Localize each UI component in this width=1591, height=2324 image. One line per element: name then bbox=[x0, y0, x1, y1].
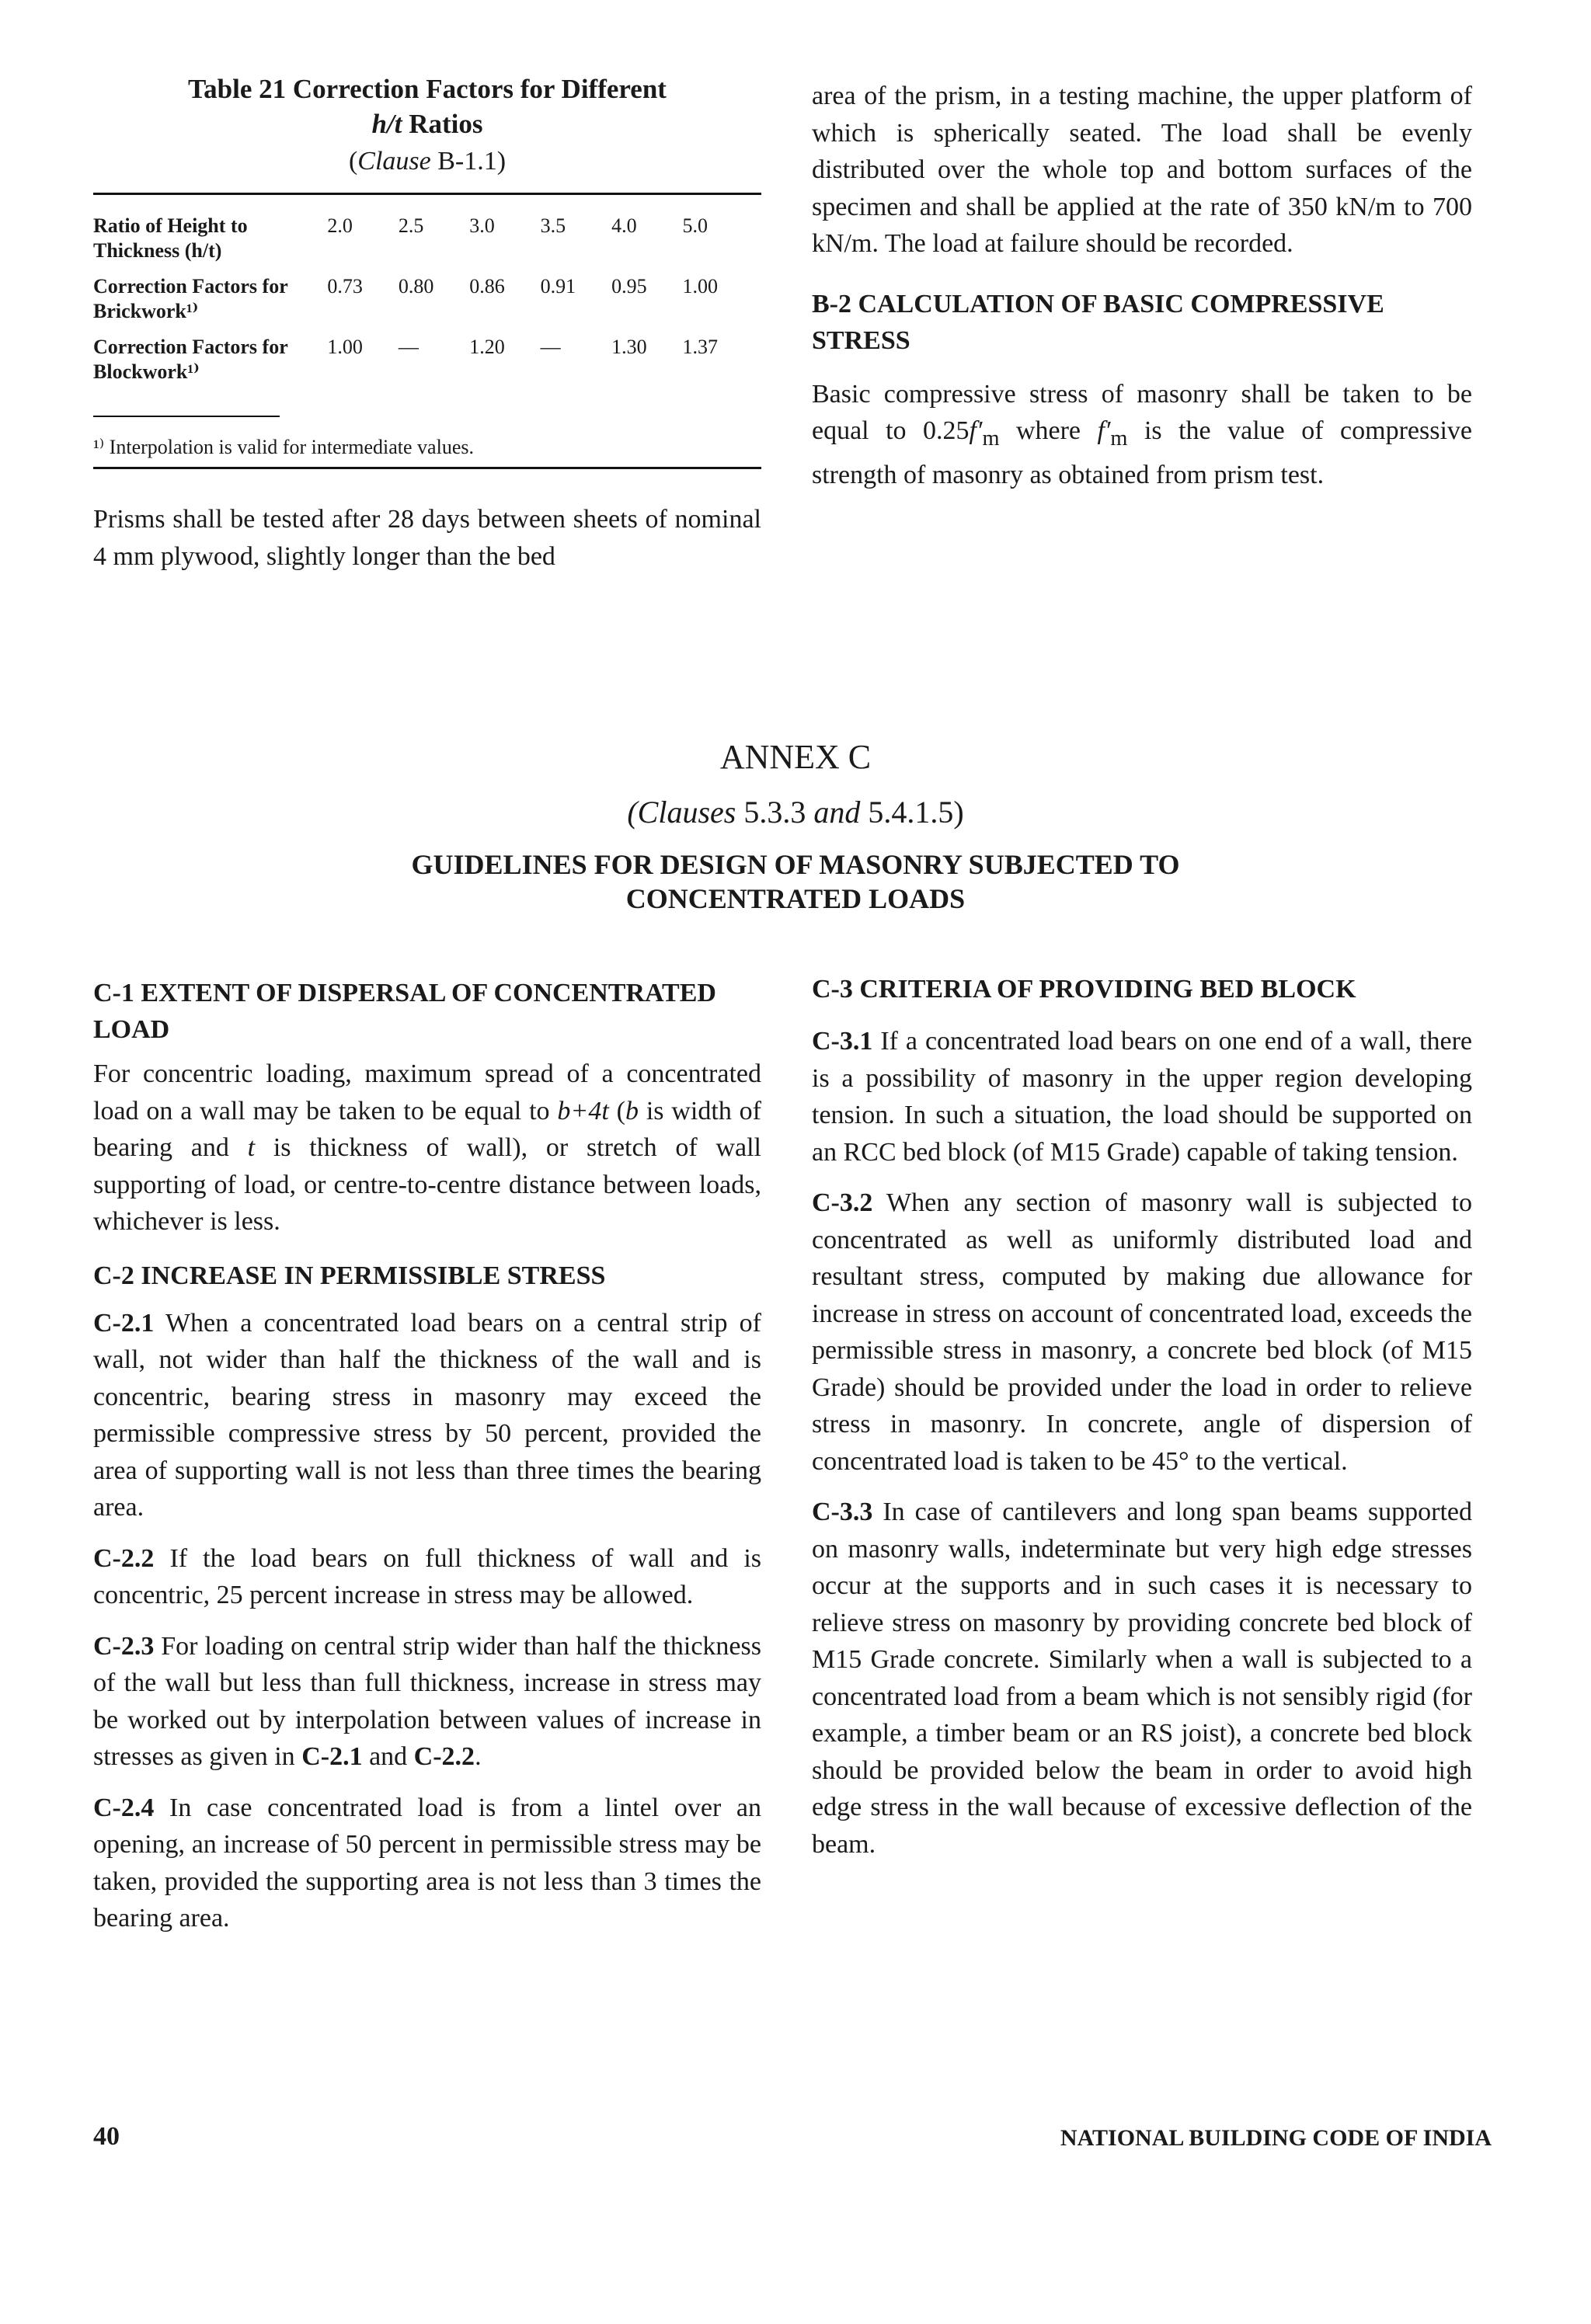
b2-paragraph: Basic compressive stress of masonry shall be taken to be equal to $0.25f'_m$ where $f'_m$ is the value of compressive strength of masonry as obtained from prism test. bbox=[812, 379, 1472, 490]
table-cell: 0.95 bbox=[611, 275, 647, 297]
c3-heading: C-3 CRITERIA OF PROVIDING BED BLOCK bbox=[812, 975, 1356, 1004]
c2-3-paragraph: C-2.3 For loading on central strip wider than half the thickness of the wall but less than full thickness, increase in stress may be worked out by interpolation between values of increase in stresses as given in C-2.1 and C-2.2. bbox=[93, 1631, 761, 1771]
annex-header bbox=[0, 734, 1591, 916]
table-clause-ref: (Clause B-1.1) bbox=[348, 147, 507, 176]
prism-loading-paragraph: area of the prism, in a testing machine, the upper platform of which is spherically seated. The load shall be evenly distributed over the whole top and bottom surfaces of the specimen and shall be applied at the rate of 350 kN/m to 700 kN/m. The load at failure should be recorded. bbox=[812, 82, 1472, 258]
c3-3-paragraph: C-3.3 In case of cantilevers and long span beams supported on masonry walls, indeterminate but very high edge stresses occur at the supports and in such cases it is necessary to relieve stress on masonry by providing concrete bed block of M15 Grade concrete. Similarly when a wall is subjected to a concentrated load from a beam which is not sensibly rigid (for example, a timber beam or an RS joist), a concrete bed block should be provided below the beam in order to avoid high edge stress in the wall because of excessive deflection of the beam. bbox=[812, 1498, 1472, 1859]
row-label: Correction Factors for Blockwork¹⁾ bbox=[93, 336, 288, 383]
c3-1-paragraph: C-3.1 If a concentrated load bears on one end of a wall, there is a possibility of masonry in the upper region developing tension. In such a situation, the load should be supported on an RCC bed block (of M15 Grade) capable of taking tension. bbox=[812, 1027, 1472, 1167]
table-cell: 2.0 bbox=[327, 214, 353, 237]
annex-guidelines-title: GUIDELINES FOR DESIGN OF MASONRY SUBJECTED TO CONCENTRATED LOADS bbox=[411, 849, 1180, 914]
c2-1-paragraph: C-2.1 When a concentrated load bears on a central strip of wall, not wider than half the thickness of the wall and is concentric, bearing stress in masonry may exceed the permissible compressive stress by 50 percent, provided the area of supporting wall is not less than three times the bearing area. bbox=[93, 1308, 761, 1522]
annex-clauses: (Clauses 5.3.3 and 5.4.1.5) bbox=[627, 795, 964, 830]
table-cell: 5.0 bbox=[682, 214, 708, 237]
left-column bbox=[93, 975, 761, 1937]
table-cell: 0.80 bbox=[398, 275, 434, 297]
page-footer bbox=[93, 2122, 1492, 2152]
table-footnote: ¹⁾ Interpolation is valid for intermediate values. bbox=[93, 436, 474, 458]
prism-test-paragraph: Prisms shall be tested after 28 days between sheets of nominal 4 mm plywood, slightly longer than the bed bbox=[93, 505, 761, 571]
footnote-rule bbox=[93, 416, 280, 417]
table-cell: — bbox=[398, 336, 419, 358]
table-row bbox=[93, 335, 754, 395]
c3-2-paragraph: C-3.2 When any section of masonry wall is subjected to concentrated as well as uniformly distributed load and resultant stress, computed by making due allowance for increase in stress on account of concentrated load, exceeds the permissible stress in masonry, a concrete bed block (of M15 Grade) should be provided under the load in order to relieve stress in masonry. In concrete, angle of dispersion of concentrated load is taken to be 45° to the vertical. bbox=[812, 1188, 1472, 1476]
row-label: Ratio of Height to Thickness (h/t) bbox=[93, 214, 248, 262]
table-cell: 1.30 bbox=[611, 336, 647, 358]
table-cell: 1.00 bbox=[682, 275, 719, 297]
c1-paragraph: For concentric loading, maximum spread of a concentrated load on a wall may be taken to be equal to b+4t (b is width of bearing and t is thickness of wall), or stretch of wall supporting of load, or centre-to-centre distance between loads, whichever is less. bbox=[93, 1059, 761, 1236]
c1-heading: C-1 EXTENT OF DISPERSAL OF CONCENTRATED LOAD bbox=[93, 979, 716, 1044]
row-label: Correction Factors for Brickwork¹⁾ bbox=[93, 275, 288, 322]
table-cell: 3.0 bbox=[469, 214, 495, 237]
table-bottom-rule bbox=[93, 467, 761, 469]
table-cell: 0.86 bbox=[469, 275, 505, 297]
table-cell: 1.00 bbox=[327, 336, 363, 358]
table-cell: 0.73 bbox=[327, 275, 363, 297]
b2-heading: B-2 CALCULATION OF BASIC COMPRESSIVE STRESS bbox=[812, 289, 1384, 355]
table-cell: 2.5 bbox=[398, 214, 424, 237]
table-cell: 0.91 bbox=[540, 275, 576, 297]
right-top-column bbox=[812, 78, 1472, 494]
page-number: 40 bbox=[93, 2122, 120, 2151]
correction-factors-table bbox=[93, 214, 754, 395]
table-cell: 4.0 bbox=[611, 214, 637, 237]
table-row bbox=[93, 214, 754, 274]
table-row bbox=[93, 274, 754, 335]
c2-2-paragraph: C-2.2 If the load bears on full thickness of wall and is concentric, 25 percent increase in stress may be allowed. bbox=[93, 1543, 761, 1609]
annex-title: ANNEX C bbox=[719, 738, 872, 776]
c2-4-paragraph: C-2.4 In case concentrated load is from a lintel over an opening, an increase of 50 percent in permissible stress may be taken, provided the supporting area is not less than 3 times the bearing area. bbox=[93, 1793, 761, 1933]
table-cell: 3.5 bbox=[540, 214, 566, 237]
c2-heading: C-2 INCREASE IN PERMISSIBLE STRESS bbox=[93, 1261, 606, 1290]
table-top-rule bbox=[93, 193, 761, 195]
table-title: Table 21 Correction Factors for Different h/t Ratios bbox=[188, 74, 667, 139]
table-cell: 1.20 bbox=[469, 336, 505, 358]
publication-title: NATIONAL BUILDING CODE OF INDIA bbox=[1060, 2125, 1492, 2151]
table-21 bbox=[93, 71, 761, 469]
table-cell: 1.37 bbox=[682, 336, 719, 358]
table-cell: — bbox=[540, 336, 561, 358]
right-column bbox=[812, 971, 1472, 1863]
